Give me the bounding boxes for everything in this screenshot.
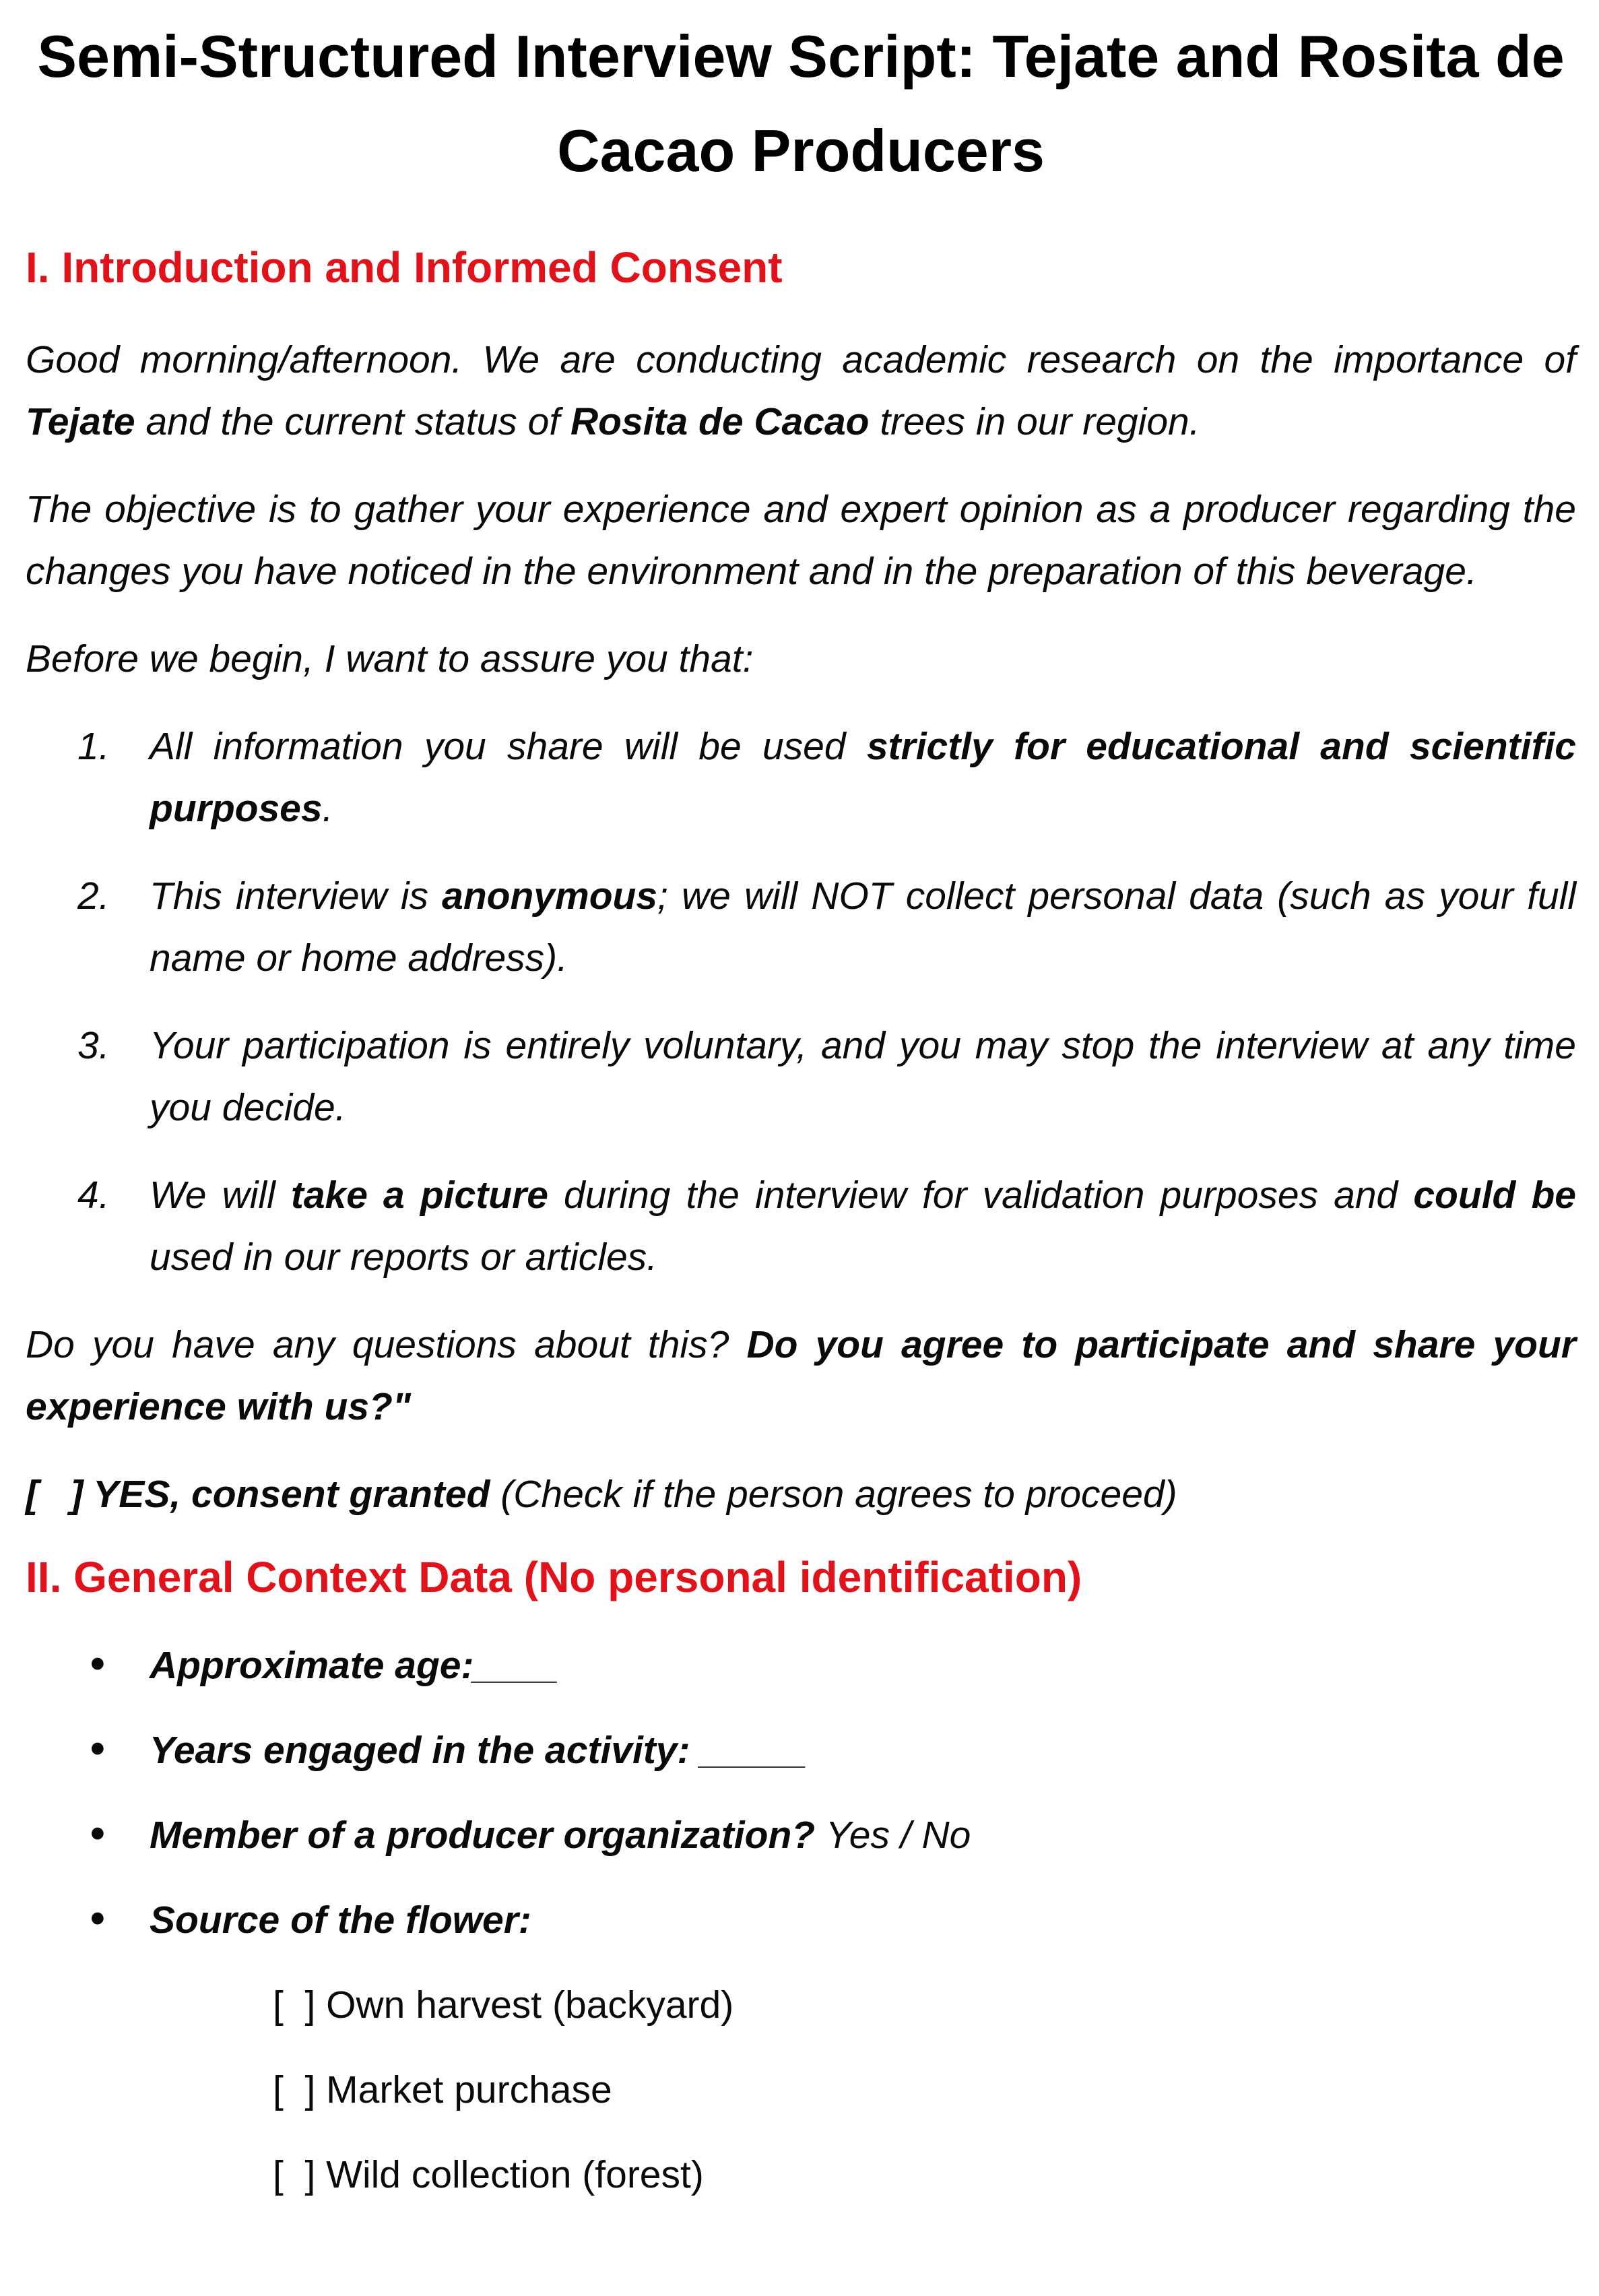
- text-run-bold: strictly for educational and scientific purposes: [150, 725, 1577, 830]
- list-number: 4.: [77, 1174, 110, 1217]
- field-label: Member of a producer organization?: [150, 1814, 816, 1857]
- consent-checkbox-note: (Check if the person agrees to proceed): [500, 1473, 1177, 1516]
- consent-checkbox-token: [ ] YES, consent granted: [26, 1473, 501, 1516]
- text-run-bold: could be: [1413, 1174, 1576, 1217]
- text-run: and the current status of: [135, 400, 570, 443]
- text-run: Good morning/afternoon. We are conducting academic research on the importance of: [26, 338, 1576, 381]
- paragraph-assurance: Before we begin, I want to assure you that:: [26, 637, 754, 680]
- text-run: used in our reports or articles.: [150, 1236, 657, 1279]
- consent-point-item: [26, 715, 1576, 839]
- field-years-in-activity: [26, 1719, 1576, 1781]
- paragraph-agreement-question: [26, 1314, 1576, 1438]
- text-run-bold: anonymous: [442, 874, 658, 918]
- field-choices: Yes / No: [815, 1814, 971, 1857]
- text-run: All information you share will be used: [150, 725, 867, 768]
- text-run: during the interview for validation purposes and: [548, 1174, 1414, 1217]
- list-number: 2.: [77, 874, 110, 918]
- consent-point-item: [26, 865, 1576, 989]
- field-approximate-age: [26, 1634, 1576, 1696]
- text-run-bold: take a picture: [290, 1174, 548, 1217]
- consent-points-list: [26, 715, 1576, 1288]
- field-producer-organization: [26, 1804, 1576, 1866]
- context-data-list: [26, 1634, 1576, 1951]
- checkbox-option-own-harvest: [ ] Own harvest (backyard): [273, 1983, 734, 2027]
- consent-checkbox-line: [26, 1463, 1576, 1525]
- page-title: Semi-Structured Interview Script: Tejate and Rosita de Cacao Producers: [37, 23, 1565, 184]
- checkbox-option-wild-collection: [ ] Wild collection (forest): [273, 2153, 704, 2196]
- flower-source-options: [26, 1974, 1576, 2206]
- consent-point-item: [26, 1015, 1576, 1139]
- section1-heading: I. Introduction and Informed Consent: [26, 243, 783, 292]
- checkbox-option-market-purchase: [ ] Market purchase: [273, 2068, 612, 2111]
- text-run-bold: Rosita de Cacao: [570, 400, 870, 443]
- field-label: Years engaged in the activity:: [150, 1729, 690, 1772]
- field-label: Approximate age:: [150, 1644, 474, 1687]
- text-run: Do you have any questions about this?: [26, 1323, 747, 1366]
- field-flower-source: [26, 1889, 1576, 1951]
- text-run: Your participation is entirely voluntary, and you may stop the interview at any time you decide.: [150, 1024, 1576, 1129]
- paragraph-objective: The objective is to gather your experience and expert opinion as a producer regarding the changes you have noticed in the environment and in the preparation of this beverage.: [26, 488, 1576, 593]
- text-run: trees in our region.: [869, 400, 1200, 443]
- text-run: .: [322, 787, 333, 830]
- list-number: 3.: [77, 1024, 110, 1067]
- text-run-bold: Do you agree to participate and share your experience with us?": [26, 1323, 1576, 1428]
- consent-point-item: [26, 1164, 1576, 1288]
- text-run: ; we will NOT collect personal data (such as your full name or home address).: [150, 874, 1576, 980]
- list-number: 1.: [77, 725, 110, 768]
- section2-heading: II. General Context Data (No personal identification): [26, 1553, 1082, 1601]
- text-run: This interview is: [150, 874, 443, 918]
- text-run-bold: Tejate: [26, 400, 135, 443]
- field-label: Source of the flower:: [150, 1899, 531, 1942]
- text-run: We will: [150, 1174, 291, 1217]
- blank-line: _____: [690, 1729, 808, 1772]
- blank-line: ____: [474, 1644, 560, 1687]
- paragraph-greeting: [26, 329, 1576, 453]
